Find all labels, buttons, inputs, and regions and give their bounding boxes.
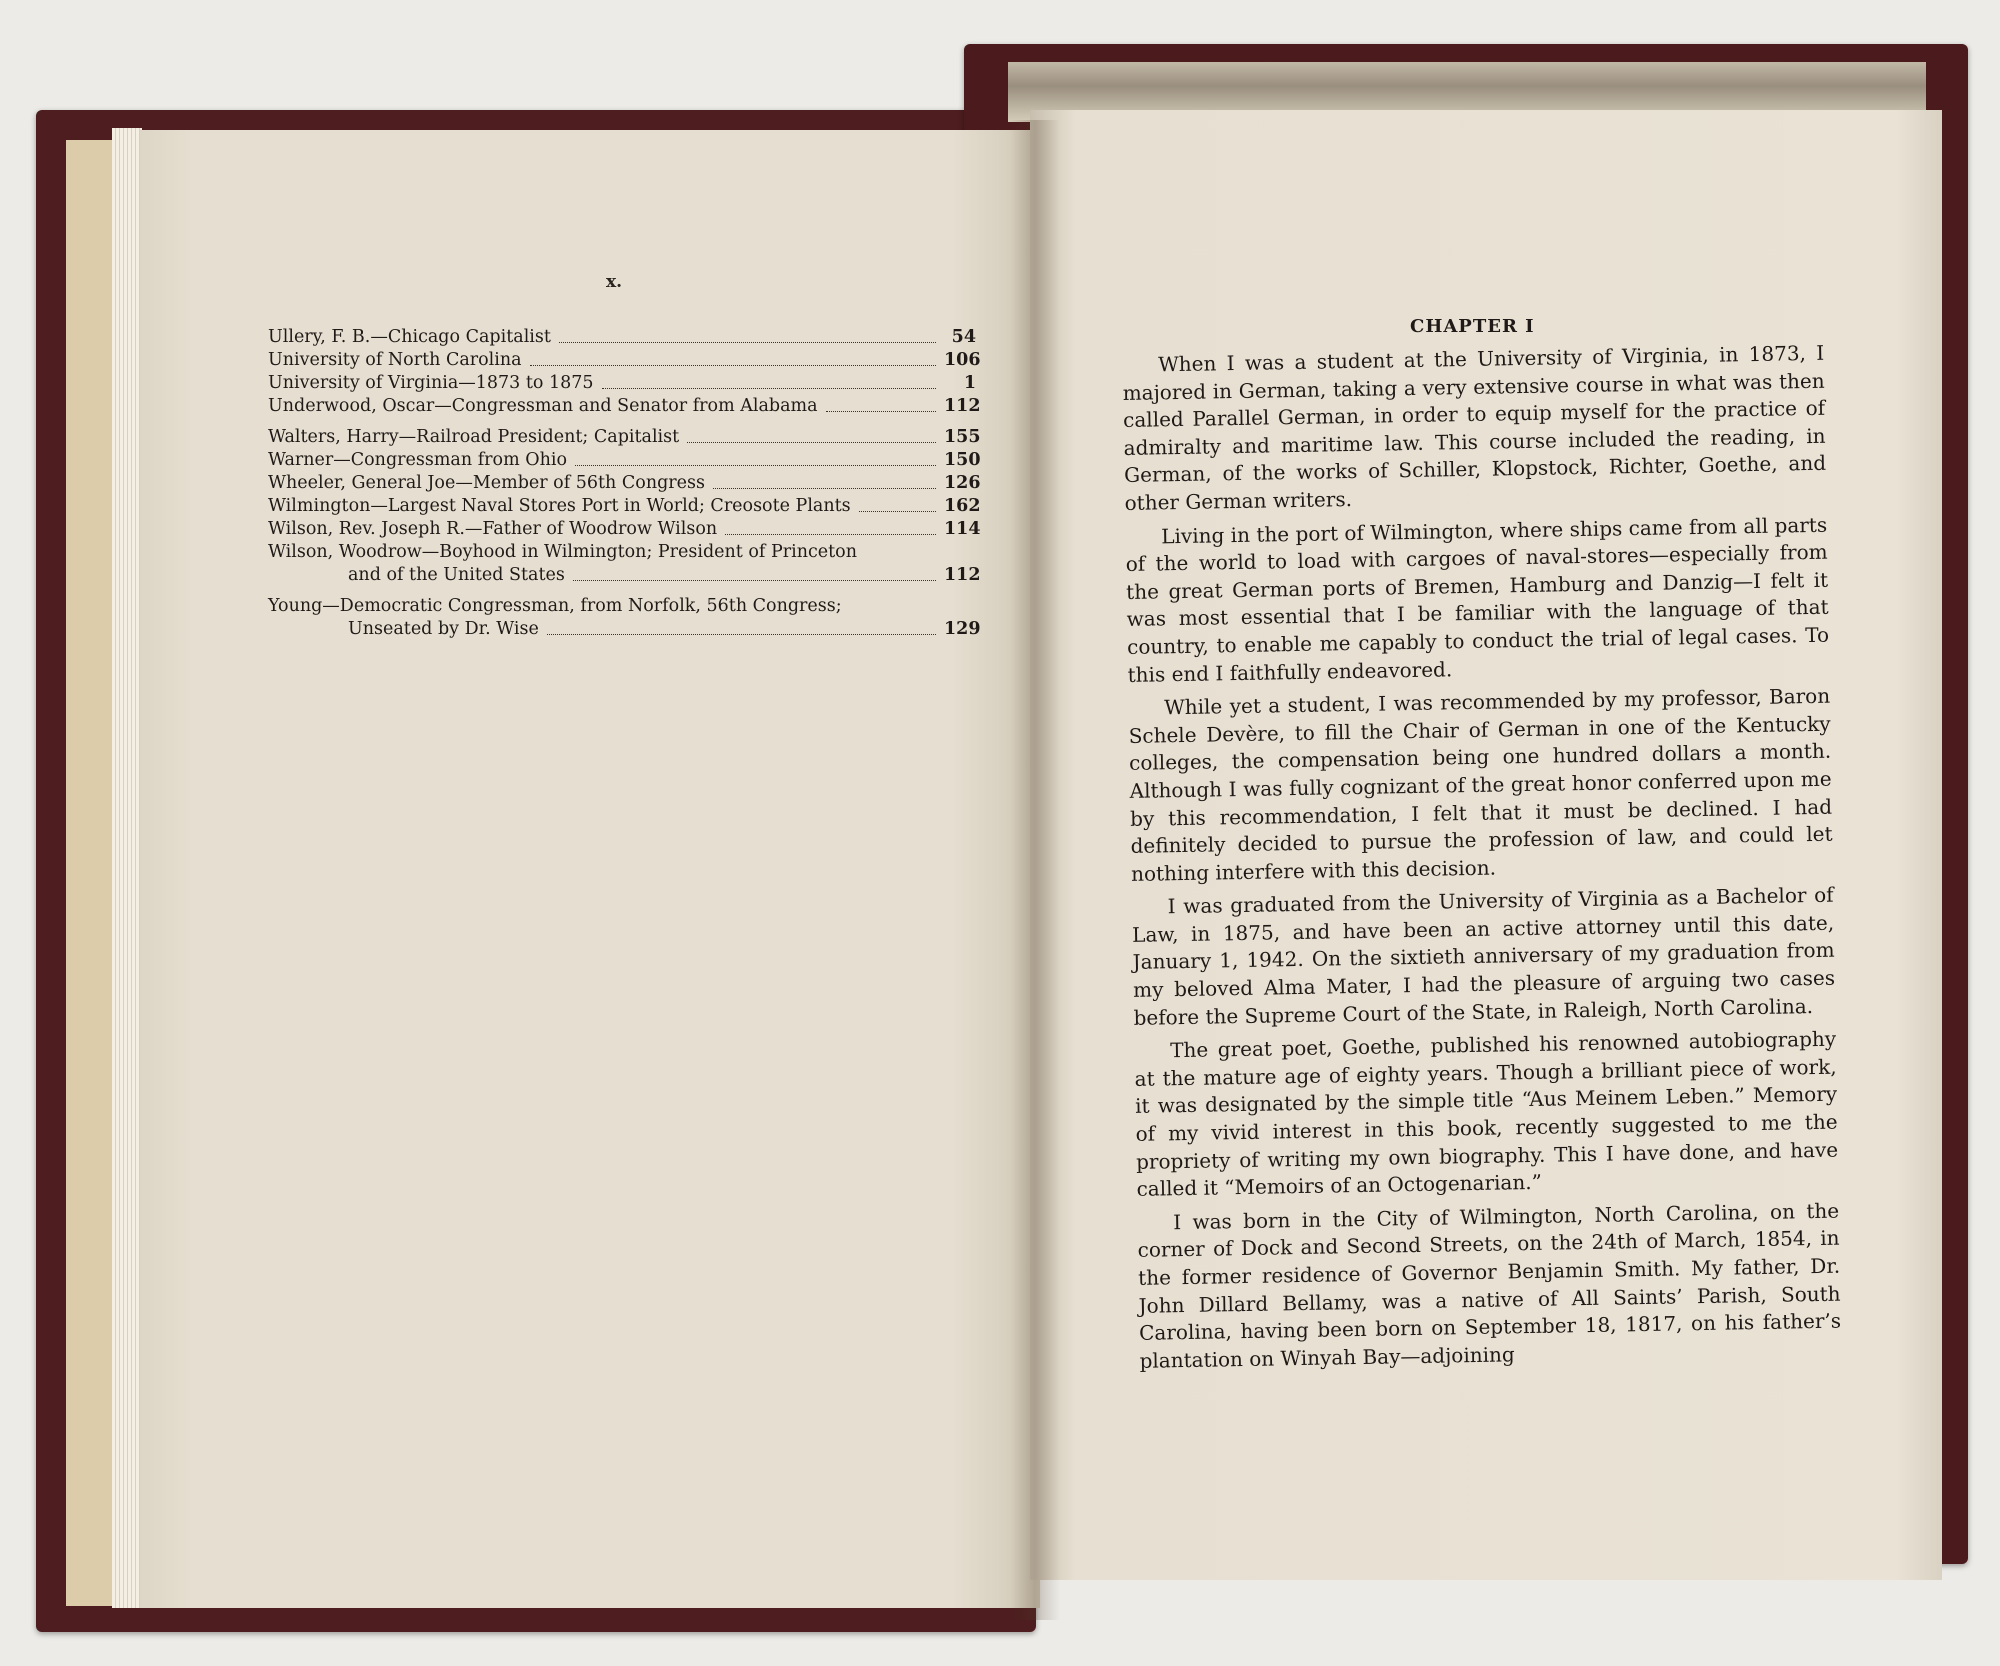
- dot-leader: [573, 579, 936, 581]
- index-entry-page: 150: [944, 450, 981, 470]
- dot-leader: [859, 510, 936, 512]
- index-entry-name: University of North Carolina: [268, 350, 522, 370]
- index-entry-name: Walters, Harry—Railroad President; Capitalist: [268, 427, 680, 447]
- index-entry: [268, 326, 976, 349]
- paragraph: The great poet, Goethe, published his renowned autobiography at the mature age of eighty years. Though a brilliant piece of work, it was designated by the simple title “Aus Meinem Leben.” Memory of my vivid interest in this book, recently suggested to me the propriety of writing my own biography. This I have done, and have called it “Memoirs of an Octogenarian.”: [1134, 1026, 1839, 1202]
- index-entry: [268, 395, 981, 418]
- paragraph: While yet a student, I was recommended by my professor, Baron Schele Devère, to fill the Chair of German in one of the Kentucky colleges, the compensation being one hundred dollars a month. Although I was fully cognizant of the great honor conferred upon me by this recommendation, I felt that it must be declined. I had definitely decided to pursue the profession of law, and could let nothing interfere with this decision.: [1128, 683, 1833, 886]
- index-entry: [268, 349, 981, 372]
- section-gap: [268, 587, 976, 595]
- index-entry: [268, 618, 981, 641]
- index-entry-page: 1: [963, 373, 976, 393]
- index-entry-name: Wilmington—Largest Naval Stores Port in World; Creosote Plants: [268, 496, 851, 516]
- index-entry-page: 126: [944, 473, 981, 493]
- index-entry: [268, 518, 981, 541]
- index-entry-name: Warner—Congressman from Ohio: [268, 450, 567, 470]
- dot-leader: [547, 633, 936, 635]
- index-entry-name: Underwood, Oscar—Congressman and Senator from Alabama: [268, 396, 818, 416]
- index-entry-page: 155: [944, 427, 981, 447]
- index-entry-page: 114: [944, 519, 981, 539]
- paragraph: I was graduated from the University of Virginia as a Bachelor of Law, in 1875, and have been an active attorney until this date, January 1, 1942. On the sixtieth anniversary of my graduation from my beloved Alma Mater, I had the pleasure of arguing two cases before the Supreme Court of the State, in Raleigh, North Carolina.: [1131, 882, 1836, 1030]
- dot-leader: [725, 533, 936, 535]
- paragraph: Living in the port of Wilmington, where ships came from all parts of the world to load with cargoes of naval-stores—especially from the great German ports of Bremen, Hamburg and Danzig—I felt it was most essential that I be familiar with the language of that country, to enable me capably to conduct the trial of legal cases. To this end I faithfully endeavored.: [1125, 512, 1830, 687]
- paragraph: When I was a student at the University of Virginia, in 1873, I majored in German, taking a very extensive course in what was then called Parallel German, in order to equip myself for the practice of admiralty and maritime law. This course included the reading, in German, of the works of Schiller, Klopstock, Richter, Goethe, and other German writers.: [1122, 340, 1827, 515]
- dot-leader: [559, 341, 936, 343]
- index-entry: [268, 372, 976, 395]
- index-entry-name: Wilson, Rev. Joseph R.—Father of Woodrow Wilson: [268, 519, 718, 539]
- dot-leader: [826, 410, 936, 412]
- index-entry: [268, 564, 981, 587]
- page-edges-left: [112, 128, 142, 1608]
- index-entry-name: Wheeler, General Joe—Member of 56th Congress: [268, 473, 705, 493]
- index-entry: [268, 426, 981, 449]
- chapter-body: [1122, 340, 1842, 1381]
- index-entry-first-line: Wilson, Woodrow—Boyhood in Wilmington; President of Princeton: [268, 542, 857, 562]
- index-entry-page: 129: [944, 619, 981, 639]
- index-entry-name: Unseated by Dr. Wise: [348, 619, 539, 639]
- dot-leader: [530, 364, 936, 366]
- index-entry-page: 112: [944, 565, 981, 585]
- index-entry-page: 162: [944, 496, 981, 516]
- index-entry-page: 106: [944, 350, 981, 370]
- index-entry: [268, 495, 981, 518]
- index-entry-first-line: Young—Democratic Congressman, from Norfolk, 56th Congress;: [268, 596, 842, 616]
- chapter-title: CHAPTER I: [1410, 316, 1535, 337]
- index-entry: [268, 449, 981, 472]
- index-entry-page: 54: [951, 327, 976, 347]
- index-entry-name: University of Virginia—1873 to 1875: [268, 373, 594, 393]
- dot-leader: [602, 387, 936, 389]
- dot-leader: [687, 441, 936, 443]
- index-entry-name: Ullery, F. B.—Chicago Capitalist: [268, 327, 551, 347]
- section-gap: [268, 418, 976, 426]
- index-entry: [268, 472, 981, 495]
- dot-leader: [575, 464, 936, 466]
- book-gutter: [1010, 120, 1060, 1620]
- index-list: [268, 326, 981, 641]
- paragraph: I was born in the City of Wilmington, North Carolina, on the corner of Dock and Second Streets, on the 24th of March, 1854, in the former residence of Governor Benjamin Smith. My father, Dr. John Dillard Bellamy, was a native of All Saints’ Parish, South Carolina, having been born on September 18, 1817, on his father’s plantation on Winyah Bay—adjoining: [1137, 1198, 1842, 1373]
- index-entry-name: and of the United States: [348, 565, 565, 585]
- dot-leader: [713, 487, 936, 489]
- page-number: x.: [606, 272, 623, 292]
- index-entry-page: 112: [944, 396, 981, 416]
